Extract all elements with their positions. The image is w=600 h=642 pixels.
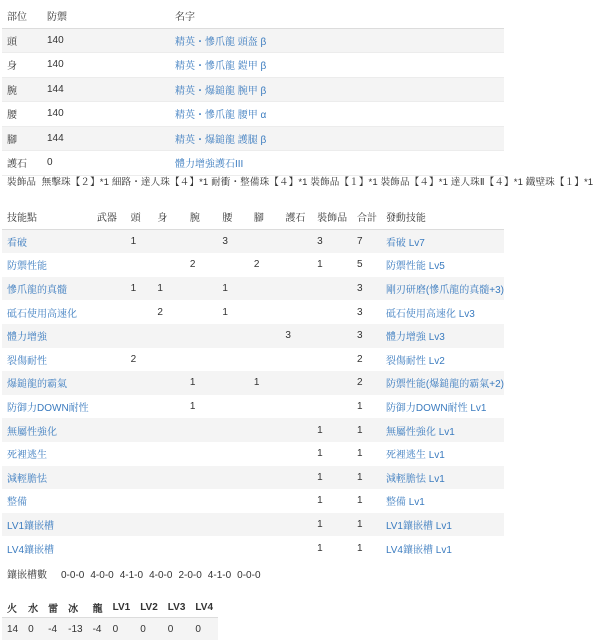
skill-leg — [249, 300, 281, 324]
element-header: LV4 — [190, 597, 218, 618]
element-value: -13 — [63, 618, 87, 641]
skill-total: 1 — [352, 466, 381, 490]
skill-leg — [249, 513, 281, 537]
equipment-defense: 140 — [42, 102, 170, 127]
skill-total: 1 — [357, 495, 363, 507]
skill-deco: 1 — [317, 259, 323, 271]
equipment-name-cell — [170, 53, 504, 78]
skill-weapon — [92, 229, 126, 253]
skill-arm: 1 — [185, 371, 218, 395]
skill-row — [2, 513, 504, 537]
skill-charm — [280, 277, 312, 301]
skill-head — [126, 253, 153, 277]
element-header: 雷 — [43, 597, 63, 618]
slot-count-label: 鑲嵌槽數 — [7, 570, 47, 581]
skill-row — [2, 442, 504, 466]
equipment-name-cell — [170, 102, 504, 127]
skill-head — [126, 300, 153, 324]
skill-charm — [280, 489, 312, 513]
skill-row — [2, 253, 504, 277]
skill-weapon — [92, 253, 126, 277]
skill-row — [2, 277, 504, 301]
element-value: 0 — [190, 618, 218, 641]
skill-charm — [280, 442, 312, 466]
skill-arm — [185, 489, 218, 513]
skills-header-1: 武器 — [92, 205, 126, 229]
skill-leg — [249, 324, 281, 348]
skill-row — [2, 536, 504, 560]
skill-name-link[interactable]: 減輕膽怯 — [7, 473, 47, 485]
skill-charm — [280, 348, 312, 372]
skill-total: 1 — [352, 418, 381, 442]
skill-deco — [312, 277, 352, 301]
skills-header-8: 裝飾品 — [312, 205, 352, 229]
element-header-row — [2, 597, 218, 618]
skill-total: 1 — [352, 513, 381, 537]
slot-value: 2-0-0 — [178, 570, 202, 581]
slot-count-line — [7, 566, 273, 581]
skill-head — [126, 442, 153, 466]
skill-active-link[interactable]: 防禦性能 Lv5 — [385, 261, 445, 273]
skill-name-link[interactable]: LV1鑲嵌槽 — [7, 521, 55, 533]
skill-arm: 2 — [189, 259, 196, 271]
equipment-row — [2, 28, 504, 53]
equipment-part: 腕 — [2, 77, 42, 102]
skill-name-link[interactable]: 砥石使用高速化 — [7, 308, 77, 320]
skill-waist — [217, 348, 249, 372]
skill-row — [2, 229, 504, 253]
skill-arm — [185, 348, 218, 372]
equipment-part: 腰 — [2, 102, 42, 127]
skill-waist: 3 — [217, 229, 249, 253]
skill-body — [152, 253, 185, 277]
skills-header-3: 身 — [152, 205, 185, 229]
skill-arm — [185, 277, 218, 301]
skill-charm — [280, 253, 312, 277]
skill-total: 1 — [357, 448, 363, 460]
element-header: LV1 — [108, 597, 136, 618]
skill-active-link[interactable]: 死裡逃生 Lv1 — [385, 450, 445, 462]
equipment-name-cell — [170, 126, 504, 151]
skill-arm — [185, 300, 218, 324]
skill-name-cell — [2, 489, 92, 513]
skill-name-link[interactable]: 看破 — [7, 237, 27, 249]
equipment-defense: 140 — [42, 28, 170, 53]
skill-name-cell — [2, 348, 92, 372]
equipment-row — [2, 126, 504, 151]
skill-head — [126, 418, 153, 442]
skill-deco: 1 — [312, 418, 352, 442]
skills-header-4: 腕 — [185, 205, 218, 229]
skill-weapon — [92, 489, 126, 513]
skill-active-link[interactable]: 裂傷耐性 Lv2 — [385, 355, 445, 367]
element-resistance-table — [2, 597, 218, 640]
skill-leg — [249, 466, 281, 490]
skill-arm — [185, 418, 218, 442]
skill-name-link[interactable]: 無屬性強化 — [7, 426, 57, 438]
skill-charm — [280, 300, 312, 324]
skill-row — [2, 348, 504, 372]
skill-active-cell — [381, 324, 504, 348]
skill-body — [152, 489, 185, 513]
equipment-name-cell — [170, 151, 504, 176]
equipment-table — [2, 4, 504, 176]
skills-header-row — [2, 205, 504, 229]
skills-header-10: 發動技能 — [381, 205, 504, 229]
skill-leg — [249, 489, 281, 513]
skill-row — [2, 395, 504, 419]
skill-weapon — [92, 418, 126, 442]
skill-head — [126, 371, 153, 395]
skill-active-link[interactable]: 砥石使用高速化 Lv3 — [385, 308, 475, 320]
skill-waist — [217, 324, 249, 348]
skill-charm — [280, 466, 312, 490]
skill-leg — [249, 277, 281, 301]
skill-weapon — [92, 300, 126, 324]
decorations-label: 裝飾品 — [7, 177, 37, 188]
skill-deco: 1 — [312, 513, 352, 537]
skill-active-cell — [381, 395, 504, 419]
skill-active-link[interactable]: LV4鑲嵌槽 Lv1 — [385, 544, 452, 556]
equipment-row — [2, 151, 504, 176]
skill-head: 1 — [126, 277, 153, 301]
skill-name-cell — [2, 536, 92, 560]
skill-active-cell — [381, 348, 504, 372]
skill-active-link[interactable]: LV1鑲嵌槽 Lv1 — [385, 521, 452, 533]
equipment-name-link[interactable]: 精英・爆鎚龍 護腿 β — [175, 134, 267, 146]
header-part: 部位 — [2, 4, 42, 28]
skill-deco — [312, 324, 352, 348]
skill-body — [152, 442, 185, 466]
element-header: 冰 — [63, 597, 87, 618]
skills-table — [2, 205, 504, 560]
skill-row — [2, 466, 504, 490]
skill-active-cell — [381, 489, 504, 513]
element-value: 0 — [135, 618, 163, 641]
skill-total: 5 — [357, 259, 363, 271]
skill-active-link[interactable]: 體力增強 Lv3 — [385, 332, 445, 344]
skill-waist — [217, 513, 249, 537]
skill-active-link[interactable]: 減輕膽怯 Lv1 — [385, 473, 445, 485]
skill-waist — [217, 442, 249, 466]
skill-deco: 1 — [317, 495, 323, 507]
slot-value: 0-0-0 — [237, 570, 261, 581]
skill-deco — [312, 371, 352, 395]
equipment-name-cell — [170, 77, 504, 102]
skill-active-cell — [381, 229, 504, 253]
skill-deco — [312, 348, 352, 372]
equipment-defense: 0 — [42, 151, 170, 176]
skill-active-cell — [381, 466, 504, 490]
skill-leg — [249, 395, 281, 419]
skill-name-link[interactable]: 爆鎚龍的霸氣 — [7, 379, 67, 391]
skill-deco: 3 — [312, 229, 352, 253]
equipment-row — [2, 77, 504, 102]
skill-body — [152, 324, 185, 348]
skill-total: 3 — [352, 277, 381, 301]
skill-charm — [280, 536, 312, 560]
skill-head — [126, 513, 153, 537]
skill-name-cell — [2, 442, 92, 466]
skill-leg — [249, 348, 281, 372]
skill-charm: 3 — [280, 324, 312, 348]
skills-header-6: 腳 — [249, 205, 281, 229]
skill-body: 2 — [157, 306, 163, 318]
equipment-row — [2, 102, 504, 127]
skill-total: 7 — [352, 229, 381, 253]
skill-active-link[interactable]: 防禦性能(爆鎚龍的霸氣+2) — [385, 379, 504, 391]
skill-deco — [312, 300, 352, 324]
skill-arm — [185, 536, 218, 560]
equipment-defense: 140 — [42, 53, 170, 78]
skill-body — [152, 348, 185, 372]
skill-total: 2 — [352, 371, 381, 395]
skill-head — [126, 489, 153, 513]
skills-header-0: 技能點 — [2, 205, 92, 229]
skill-arm — [185, 513, 218, 537]
skill-deco — [312, 395, 352, 419]
skill-arm — [185, 466, 218, 490]
skill-total: 1 — [357, 401, 363, 413]
skill-total: 1 — [357, 542, 363, 554]
skill-arm — [185, 229, 218, 253]
skill-active-cell — [381, 418, 504, 442]
skill-name-cell — [2, 371, 92, 395]
element-value: 0 — [108, 618, 136, 641]
skill-row — [2, 324, 504, 348]
skill-head: 2 — [130, 353, 137, 365]
skill-active-cell — [381, 536, 504, 560]
skill-leg: 2 — [253, 259, 260, 271]
skill-total: 3 — [352, 324, 381, 348]
skill-name-cell — [2, 513, 92, 537]
skill-body — [152, 418, 185, 442]
skill-weapon — [92, 513, 126, 537]
skill-row — [2, 489, 504, 513]
skill-charm — [280, 513, 312, 537]
skill-active-link[interactable]: 整備 Lv1 — [385, 497, 425, 509]
skill-leg — [249, 536, 281, 560]
skill-weapon — [92, 348, 126, 372]
skill-waist — [217, 536, 249, 560]
skill-arm: 1 — [189, 401, 196, 413]
skill-weapon — [92, 324, 126, 348]
skill-active-cell — [381, 442, 504, 466]
skill-body — [152, 395, 185, 419]
skill-leg — [249, 418, 281, 442]
skill-active-link[interactable]: 看破 Lv7 — [385, 237, 425, 249]
element-header: LV2 — [135, 597, 163, 618]
skill-waist: 1 — [222, 306, 228, 318]
skill-body — [152, 371, 185, 395]
equipment-defense: 144 — [42, 126, 170, 151]
equipment-part: 頭 — [2, 28, 42, 53]
element-value: -4 — [43, 618, 63, 641]
element-value: -4 — [88, 618, 108, 641]
element-header: 火 — [2, 597, 23, 618]
element-header: 水 — [23, 597, 43, 618]
skill-name-cell — [2, 395, 92, 419]
skill-body: 1 — [152, 277, 185, 301]
equipment-part: 身 — [2, 53, 42, 78]
skill-deco: 1 — [312, 466, 352, 490]
skills-header-7: 護石 — [280, 205, 312, 229]
element-value: 0 — [23, 618, 43, 641]
equipment-name-link[interactable]: 精英・爆鎚龍 腕甲 β — [175, 85, 267, 97]
skill-waist: 1 — [217, 277, 249, 301]
skill-name-link[interactable]: 體力增強 — [7, 332, 47, 344]
skill-head — [126, 395, 153, 419]
skill-total: 2 — [357, 353, 363, 365]
skill-name-link[interactable]: 防禦性能 — [7, 261, 47, 273]
skill-charm — [280, 418, 312, 442]
skills-header-5: 腰 — [217, 205, 249, 229]
skill-active-cell — [381, 371, 504, 395]
skill-name-link[interactable]: 裂傷耐性 — [7, 355, 47, 367]
equipment-part: 腳 — [2, 126, 42, 151]
skill-active-link[interactable]: 防御力DOWN耐性 Lv1 — [385, 403, 487, 415]
skill-body — [152, 229, 185, 253]
skill-active-link[interactable]: 剛刃研磨(慘爪龍的真髓+3) — [385, 285, 504, 297]
skill-charm — [280, 395, 312, 419]
skill-name-link[interactable]: LV4鑲嵌槽 — [7, 544, 55, 556]
equipment-defense: 144 — [42, 77, 170, 102]
slot-value: 4-0-0 — [149, 570, 173, 581]
skill-weapon — [92, 395, 126, 419]
equipment-header-row — [2, 4, 504, 28]
skill-charm — [280, 371, 312, 395]
slot-value: 4-0-0 — [90, 570, 114, 581]
skill-leg — [249, 229, 281, 253]
skill-body — [152, 536, 185, 560]
skill-name-cell — [2, 324, 92, 348]
equipment-name-cell — [170, 28, 504, 53]
skill-waist — [217, 466, 249, 490]
skill-head: 1 — [126, 229, 153, 253]
skill-waist — [217, 395, 249, 419]
skill-name-link[interactable]: 整備 — [7, 497, 27, 509]
skill-row — [2, 300, 504, 324]
element-value: 0 — [163, 618, 191, 641]
skill-active-cell — [381, 277, 504, 301]
skill-name-cell — [2, 277, 92, 301]
element-header: LV3 — [163, 597, 191, 618]
skill-waist — [217, 371, 249, 395]
skill-weapon — [92, 466, 126, 490]
equipment-part: 護石 — [2, 151, 42, 176]
skill-arm — [185, 324, 218, 348]
skill-total: 3 — [357, 306, 363, 318]
skill-name-cell — [2, 466, 92, 490]
skill-charm — [280, 229, 312, 253]
slot-value: 4-1-0 — [119, 570, 144, 581]
skill-name-cell — [2, 229, 92, 253]
header-name: 名字 — [170, 4, 504, 28]
skill-name-link[interactable]: 慘爪龍的真髓 — [7, 285, 67, 297]
skill-row — [2, 418, 504, 442]
skill-name-cell — [2, 418, 92, 442]
skill-name-link[interactable]: 死裡逃生 — [7, 450, 47, 462]
skill-name-link[interactable]: 防御力DOWN耐性 — [7, 403, 89, 415]
skill-deco: 1 — [317, 448, 323, 460]
skill-active-link[interactable]: 無屬性強化 Lv1 — [385, 426, 455, 438]
element-value-row — [2, 618, 218, 641]
equipment-name-link[interactable]: 精英・慘爪龍 腰甲 α — [175, 110, 267, 122]
skill-head — [126, 466, 153, 490]
skill-waist — [217, 489, 249, 513]
slot-value: 0-0-0 — [61, 570, 85, 581]
skill-leg — [249, 442, 281, 466]
skill-active-cell — [381, 300, 504, 324]
skill-weapon — [92, 536, 126, 560]
equipment-name-link[interactable]: 精英・慘爪龍 頭盔 β — [175, 36, 267, 48]
skill-head — [126, 536, 153, 560]
skill-active-cell — [381, 253, 504, 277]
skill-name-cell — [2, 300, 92, 324]
skill-weapon — [92, 371, 126, 395]
skill-active-cell — [381, 513, 504, 537]
equipment-name-link[interactable]: 體力增強護石III — [175, 159, 244, 171]
skill-head — [126, 324, 153, 348]
element-header: 龍 — [88, 597, 108, 618]
skill-body — [152, 466, 185, 490]
skill-name-cell — [2, 253, 92, 277]
skill-body — [152, 513, 185, 537]
skills-header-9: 合計 — [352, 205, 381, 229]
skill-arm — [185, 442, 218, 466]
decorations-line — [7, 174, 593, 188]
skill-deco: 1 — [317, 542, 323, 554]
equipment-name-link[interactable]: 精英・慘爪龍 鎧甲 β — [175, 61, 267, 73]
skill-waist — [217, 418, 249, 442]
skill-leg: 1 — [249, 371, 281, 395]
skills-header-2: 頭 — [126, 205, 153, 229]
skill-row — [2, 371, 504, 395]
element-value: 14 — [2, 618, 23, 641]
slot-value: 4-1-0 — [207, 570, 232, 581]
equipment-row — [2, 53, 504, 78]
skill-weapon — [92, 442, 126, 466]
decorations-text: 無擊珠【２】*1 細路・達人珠【４】*1 耐衝・整備珠【４】*1 裝飾品【１】*1 裝飾品【４】*1 達人珠Ⅱ【４】*1 鐵壁珠【１】*1 — [41, 177, 594, 188]
skill-waist — [217, 253, 249, 277]
header-defense: 防禦 — [42, 4, 170, 28]
skill-weapon — [92, 277, 126, 301]
